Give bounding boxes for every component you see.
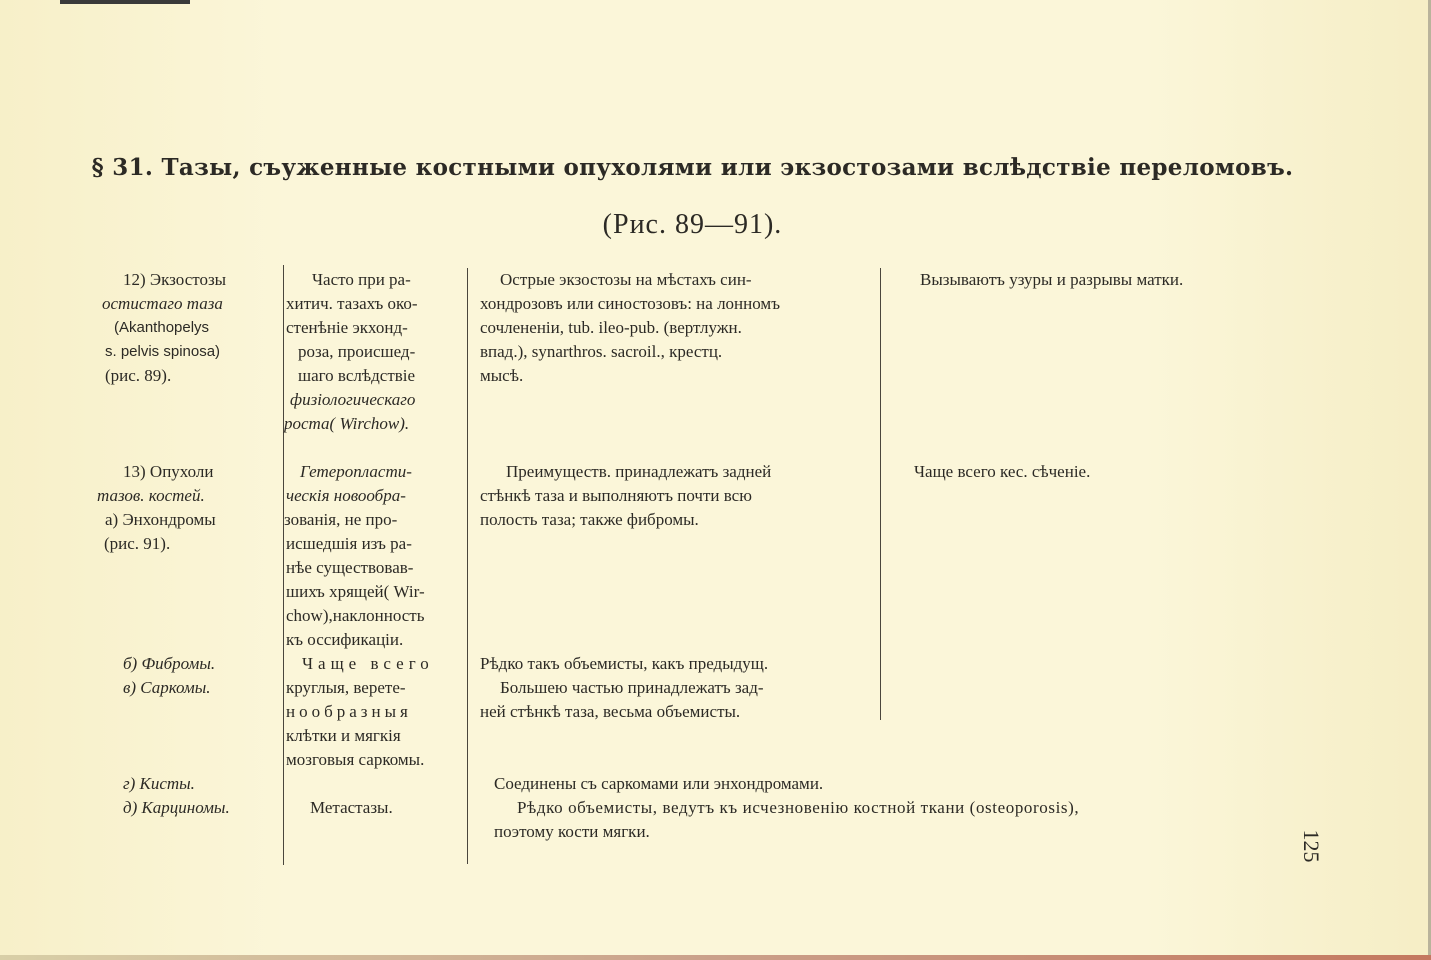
row-13-col2-line: исшедшія изъ ра- xyxy=(286,534,412,553)
row-sarcoma-col2-line: мозговыя саркомы. xyxy=(286,750,425,769)
row-13-col3-line: Преимуществ. принадлежатъ задней xyxy=(506,462,772,481)
figure-reference: (Рис. 89—91). xyxy=(602,209,783,240)
row-sarcoma-col2-line: круглыя, верете- xyxy=(286,678,406,697)
row-13-col4-line: Чаще всего кес. сѣченіе. xyxy=(914,462,1091,481)
row-12-col2-line: роста( Wirchow). xyxy=(284,414,410,433)
row-12-col1-line: (Akanthopelys xyxy=(114,319,210,336)
page-number: 125 xyxy=(1299,829,1324,863)
column-rule xyxy=(283,265,284,865)
row-13-col2-line: шихъ хрящей( Wir- xyxy=(286,582,425,601)
row-cyst-col3-line: Соединены съ саркомами или энхондромами. xyxy=(494,774,824,793)
row-sarcoma-col3-line: Рѣдко такъ объемисты, какъ предыдущ. xyxy=(480,654,769,673)
row-13-col2-line: къ оссификаціи. xyxy=(286,630,404,649)
row-12-col2-line: роза, происшед- xyxy=(298,342,416,361)
row-13-col3-line: полость таза; также фибромы. xyxy=(480,510,699,529)
row-12-col3-line: мысѣ. xyxy=(480,366,524,385)
row-12-col2-line: Часто при ра- xyxy=(312,270,411,289)
row-sarcoma-col2-line: клѣтки и мягкія xyxy=(286,726,401,745)
row-13-col1-line: (рис. 91). xyxy=(104,534,171,553)
row-carcinoma-col1-line: д) Карциномы. xyxy=(123,798,230,817)
row-13-col2-line: ческія новообра- xyxy=(286,486,406,505)
row-12-col1-line: s. pelvis spinosa) xyxy=(105,343,221,360)
row-12-col2-line: физіологическаго xyxy=(290,390,416,409)
row-13-col2-line: Гетеропласти- xyxy=(300,462,412,481)
row-12-col2-line: стенѣніе экхонд- xyxy=(286,318,408,337)
scan-artifact xyxy=(60,0,190,4)
row-13-col2-line: зованія, не про- xyxy=(284,510,398,529)
row-12-col3-line: сочлененіи, tub. ileo-pub. (вертлужн. xyxy=(480,318,742,337)
row-12-col1-line: (рис. 89). xyxy=(105,366,172,385)
row-sarcoma-col3-line: Большею частью принадлежатъ зад- xyxy=(500,678,764,697)
row-13-col2-line: chow),наклонность xyxy=(286,606,425,625)
column-rule xyxy=(467,268,468,864)
row-12-col3-line: Острые экзостозы на мѣстахъ син- xyxy=(500,270,752,289)
row-13-col2-line: нѣе существовав- xyxy=(286,558,414,577)
row-carcinoma-col2-line: Метастазы. xyxy=(310,798,393,817)
row-12-col1-line: 12) Экзостозы xyxy=(123,270,227,289)
column-rule xyxy=(880,268,881,720)
row-12-col1-line: остистаго таза xyxy=(102,294,223,313)
row-12-col2-line: хитич. тазахъ око- xyxy=(286,294,418,313)
page-edge-bottom xyxy=(0,955,1431,960)
row-sarcoma-col2-line: нообразныя xyxy=(286,702,412,721)
row-13-col1-line: 13) Опухоли xyxy=(123,462,214,481)
row-13-col3-line: стѣнкѣ таза и выполняютъ почти всю xyxy=(480,486,752,505)
row-12-col3-line: хондрозовъ или синостозовъ: на лонномъ xyxy=(480,294,780,313)
row-cyst-col1-line: г) Кисты. xyxy=(123,774,195,793)
row-sarcoma-col2-line: Чаще всего xyxy=(302,654,434,673)
row-13-col1-line: a) Энхондромы xyxy=(105,510,216,529)
row-12-col2-line: шаго вслѣдствіе xyxy=(298,366,416,385)
section-title: § 31. Тазы, съуженные костными опухолями или экзостозами вслѣдствіе переломовъ. xyxy=(91,154,1294,181)
row-carcinoma-col3-line: Рѣдко объемисты, ведутъ къ исчезновенію костной ткани (osteoporosis), xyxy=(517,798,1080,817)
row-fibroma-col1-line: б) Фибромы. xyxy=(123,654,216,673)
row-carcinoma-col3-line: поэтому кости мягки. xyxy=(494,822,650,841)
row-sarcoma-col3-line: ней стѣнкѣ таза, весьма объемисты. xyxy=(480,702,741,721)
row-sarcoma-col1-line: в) Саркомы. xyxy=(123,678,211,697)
row-12-col3-line: впад.), synarthros. sacroil., крестц. xyxy=(480,342,723,361)
row-12-col4-line: Вызываютъ узуры и разрывы матки. xyxy=(920,270,1184,289)
row-13-col1-line: тазов. костей. xyxy=(97,486,205,505)
